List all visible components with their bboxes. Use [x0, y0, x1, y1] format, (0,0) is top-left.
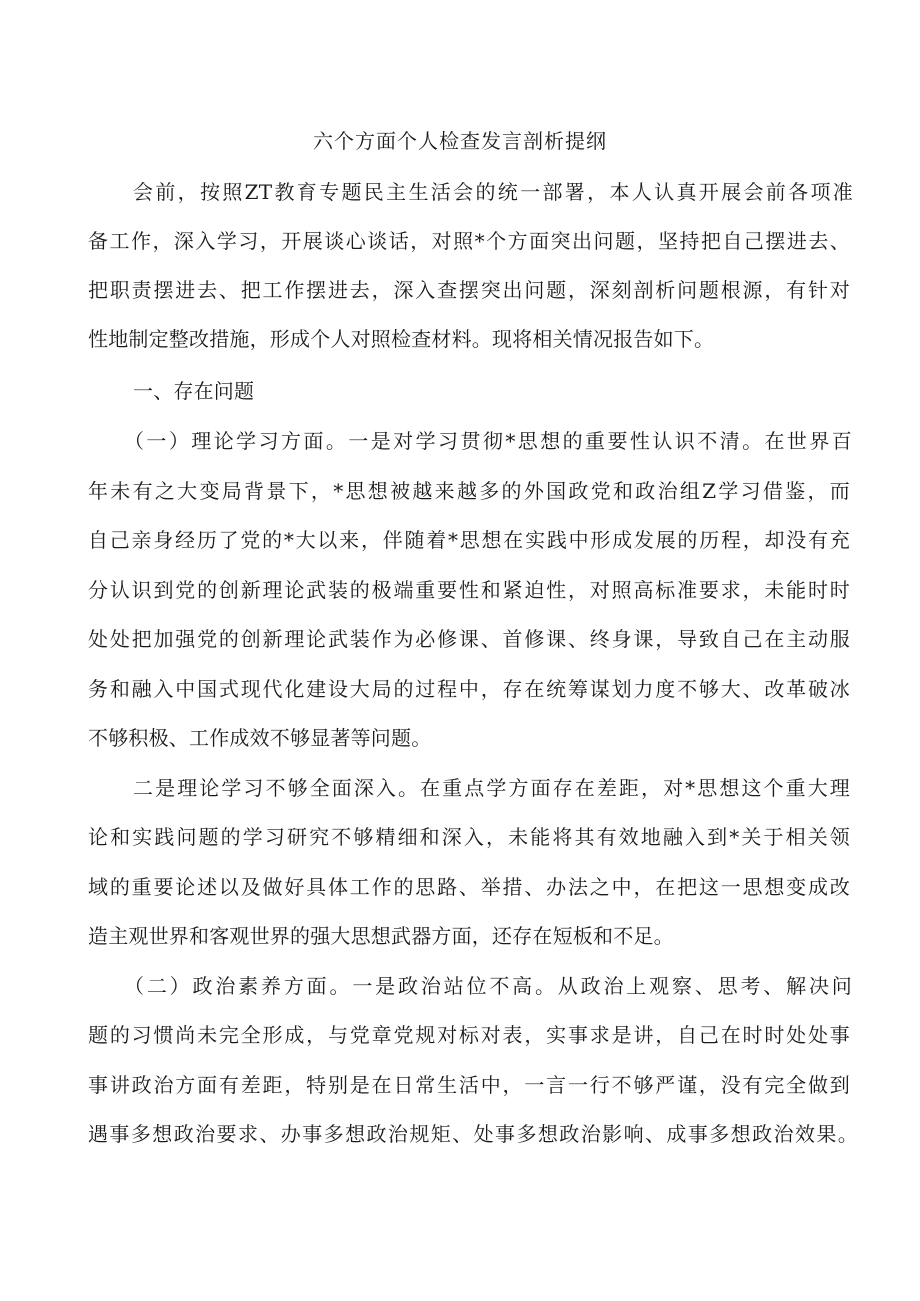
- paragraph-line: 事讲政治方面有差距，特别是在日常生活中，一言一行不够严谨，没有完全做到: [88, 1073, 850, 1097]
- paragraph-line: 二是理论学习不够全面深入。在重点学方面存在差距，对*思想这个重大理: [133, 776, 850, 800]
- paragraph-line: 遇事多想政治要求、办事多想政治规矩、处事多想政治影响、成事多想政治效果。: [88, 1122, 858, 1146]
- section-heading: 一、存在问题: [133, 379, 255, 403]
- intro-line: 把职责摆进去、把工作摆进去，深入查摆突出问题，深刻剖析问题根源，有针对: [88, 278, 850, 302]
- document-title: 六个方面个人检查发言剖析提纲: [313, 129, 607, 153]
- paragraph-line: 论和实践问题的学习研究不够精细和深入，未能将其有效地融入到*关于相关领: [88, 825, 850, 849]
- intro-line: 性地制定整改措施，形成个人对照检查材料。现将相关情况报告如下。: [88, 327, 715, 351]
- paragraph-line: 题的习惯尚未完全形成，与党章党规对标对表，实事求是讲，自己在时时处处事: [88, 1023, 850, 1047]
- paragraph-line: 造主观世界和客观世界的强大思想武器方面，还存在短板和不足。: [88, 924, 674, 948]
- paragraph-line: （一）理论学习方面。一是对学习贯彻*思想的重要性认识不清。在世界百: [124, 429, 852, 453]
- paragraph-line: 处处把加强党的创新理论武装作为必修课、首修课、终身课，导致自己在主动服: [88, 627, 850, 651]
- paragraph-line: 不够积极、工作成效不够显著等问题。: [88, 726, 432, 750]
- paragraph-line: 年未有之大变局背景下，*思想被越来越多的外国政党和政治组Z学习借鉴，而: [88, 479, 850, 503]
- paragraph-line: （二）政治素养方面。一是政治站位不高。从政治上观察、思考、解决问: [124, 974, 852, 998]
- paragraph-line: 自己亲身经历了党的*大以来，伴随着*思想在实践中形成发展的历程，却没有充: [88, 528, 850, 552]
- paragraph-line: 域的重要论述以及做好具体工作的思路、举措、办法之中，在把这一思想变成改: [88, 875, 850, 899]
- paragraph-line: 分认识到党的创新理论武装的极端重要性和紧迫性，对照高标准要求，未能时时: [88, 578, 850, 602]
- intro-line: 会前，按照ZT教育专题民主生活会的统一部署，本人认真开展会前各项准: [133, 180, 853, 204]
- intro-line: 备工作，深入学习，开展谈心谈话，对照*个方面突出问题，坚持把自己摆进去、: [88, 229, 850, 253]
- paragraph-line: 务和融入中国式现代化建设大局的过程中，存在统筹谋划力度不够大、改革破冰: [88, 677, 850, 701]
